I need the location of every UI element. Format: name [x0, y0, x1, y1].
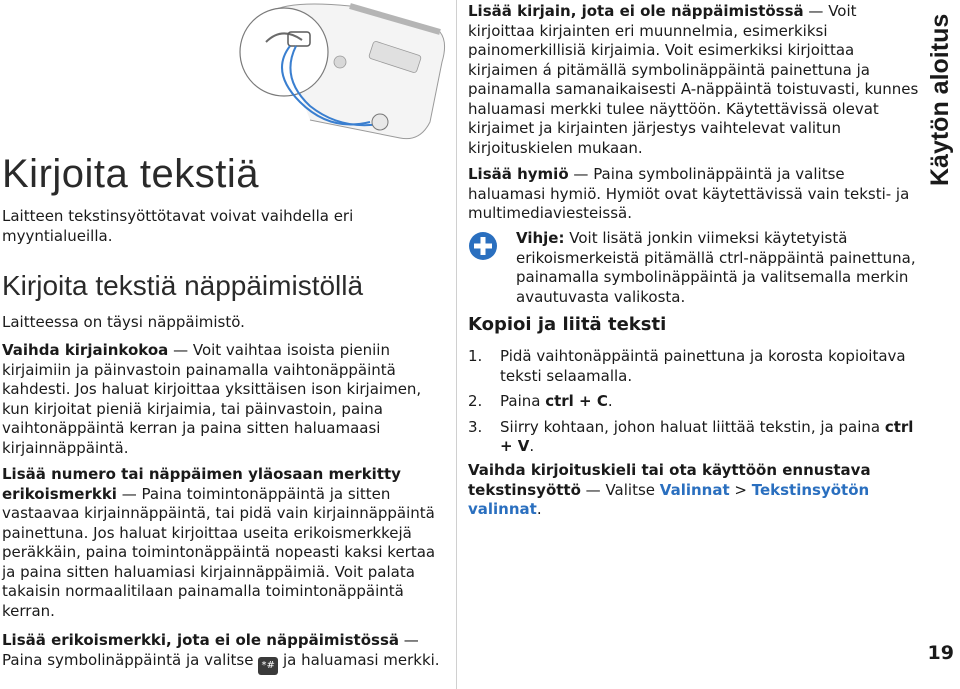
step-number: 1. [468, 347, 483, 365]
copy-heading: Kopioi ja liitä teksti [468, 314, 667, 335]
special-dash: — [399, 631, 419, 649]
tip-paragraph [516, 229, 916, 307]
step-number: 3. [468, 417, 483, 436]
letter-paragraph [468, 2, 920, 158]
number-paragraph [2, 465, 440, 621]
phone-back-illustration [230, 2, 448, 150]
smiley-text: Paina symbolinäppäintä ja valitse haluamasi hymiö. Hymiöt ovat käytettävissä vain teksti- ja multimediaviesteissä. [468, 165, 910, 222]
language-end: . [536, 500, 542, 518]
letter-heading: Lisää kirjain, jota ei ole näppäimistössä [468, 2, 804, 20]
step-number: 2. [468, 392, 483, 410]
tip-text: Voit lisätä jonkin viimeksi käytetyistä erikoismerkeistä pitämällä ctrl-näppäintä painettuna, painamalla symbolinäppäintä ja valitsemalla merkin avautuvasta valikosta. [516, 229, 916, 306]
smiley-heading: Lisää hymiö [468, 165, 569, 183]
options-link[interactable]: Valinnat [659, 480, 730, 499]
language-paragraph [468, 461, 920, 520]
letter-dash: — [803, 2, 829, 20]
step-text: Paina [500, 392, 546, 410]
step-key-combo: ctrl + C [545, 392, 608, 410]
column-divider [456, 0, 457, 689]
case-heading: Vaihda kirjainkokoa [2, 341, 169, 359]
language-separator: > [729, 480, 752, 499]
special-paragraph [2, 631, 440, 675]
step-text-end: . [529, 437, 535, 455]
step-key-combo: ctrl + V [500, 417, 914, 455]
case-dash: — [168, 341, 193, 359]
smiley-paragraph [468, 165, 920, 224]
copy-section [468, 314, 920, 463]
copy-step-item [468, 392, 920, 412]
number-heading: Lisää numero tai näppäimen yläosaan merkitty erikoismerkki [2, 465, 401, 503]
copy-step-item [468, 418, 920, 457]
page-title: Kirjoita tekstiä [2, 152, 259, 196]
language-dash: — [580, 480, 606, 499]
text-input-options-link[interactable]: Tekstinsyötön valinnat [468, 480, 870, 518]
step-text: Pidä vaihtonäppäintä painettuna ja korosta kopioitava teksti selaamalla. [500, 347, 906, 385]
step-text-end: . [607, 392, 613, 410]
case-text: Voit vaihtaa isoista pieniin kirjaimiin ja päinvastoin painamalla vaihtonäppäintä kahdesti. Jos haluat kirjoittaa yksittäisen ison kirjaimen, kun kirjoitat pieniä kirjaimia, tai päinvastoin, paina vaihtonäppäintä kerran ja paina sitten haluamaasi kirjainnäppäintä. [2, 341, 422, 457]
language-heading: Vaihda kirjoituskieli tai ota käyttöön ennustava tekstinsyöttö [468, 461, 871, 499]
letter-text: Voit kirjoittaa kirjainten eri muunnelmia, esimerkiksi painomerkillisiä kirjaimia. Voit esimerkiksi kirjoittaa kirjaimen á pitämällä symbolinäppäintä painettuna ja painamalla samanaikaisesti A-näppäintä toistuvasti, kunnes haluamasi merkki tulee näyttöön. Käytettävissä olevat kirjaimet ja kirjainten järjestys vaihtelevat valitun kirjoituskielen mukaan. [468, 2, 919, 157]
smiley-dash: — [568, 165, 594, 183]
language-text: Valitse [605, 480, 660, 499]
special-text-a: Paina symbolinäppäintä ja valitse [2, 650, 254, 669]
case-paragraph [2, 341, 440, 458]
keyboard-note: Laitteessa on täysi näppäimistö. [2, 313, 245, 331]
special-text-b: ja haluamasi merkki. [283, 650, 440, 669]
side-title-text: Käytön aloitus [926, 13, 954, 186]
copy-steps-list [468, 347, 920, 457]
symbol-key-icon: *# [258, 657, 278, 675]
number-dash: — [116, 484, 142, 503]
page-number: 19 [927, 642, 954, 664]
number-text: Paina toimintonäppäintä ja sitten vastaavaa kirjainnäppäintä, tai pidä vain kirjainnäppäintä painettuna. Jos haluat kirjoittaa useita erikoismerkkejä peräkkäin, paina toimintonäppäintä nopeasti kaksi kertaa ja paina sitten haluamiasi kirjainnäppäimiä. Voit palata takaisin normaalitilaan painamalla toimintonäppäintä kerran. [2, 484, 436, 620]
plus-icon [468, 231, 498, 261]
right-column [468, 0, 920, 689]
intro-text: Laitteen tekstinsyöttötavat voivat vaihdella eri myyntialueilla. [2, 207, 354, 245]
section-title: Kirjoita tekstiä näppäimistöllä [2, 270, 364, 301]
step-text: Siirry kohtaan, johon haluat liittää tekstin, ja paina [500, 417, 885, 436]
side-section-title [920, 0, 960, 190]
special-heading: Lisää erikoismerkki, jota ei ole näppäimistössä [2, 631, 400, 649]
copy-step-item [468, 347, 920, 386]
tip-label: Vihje: [516, 229, 565, 247]
